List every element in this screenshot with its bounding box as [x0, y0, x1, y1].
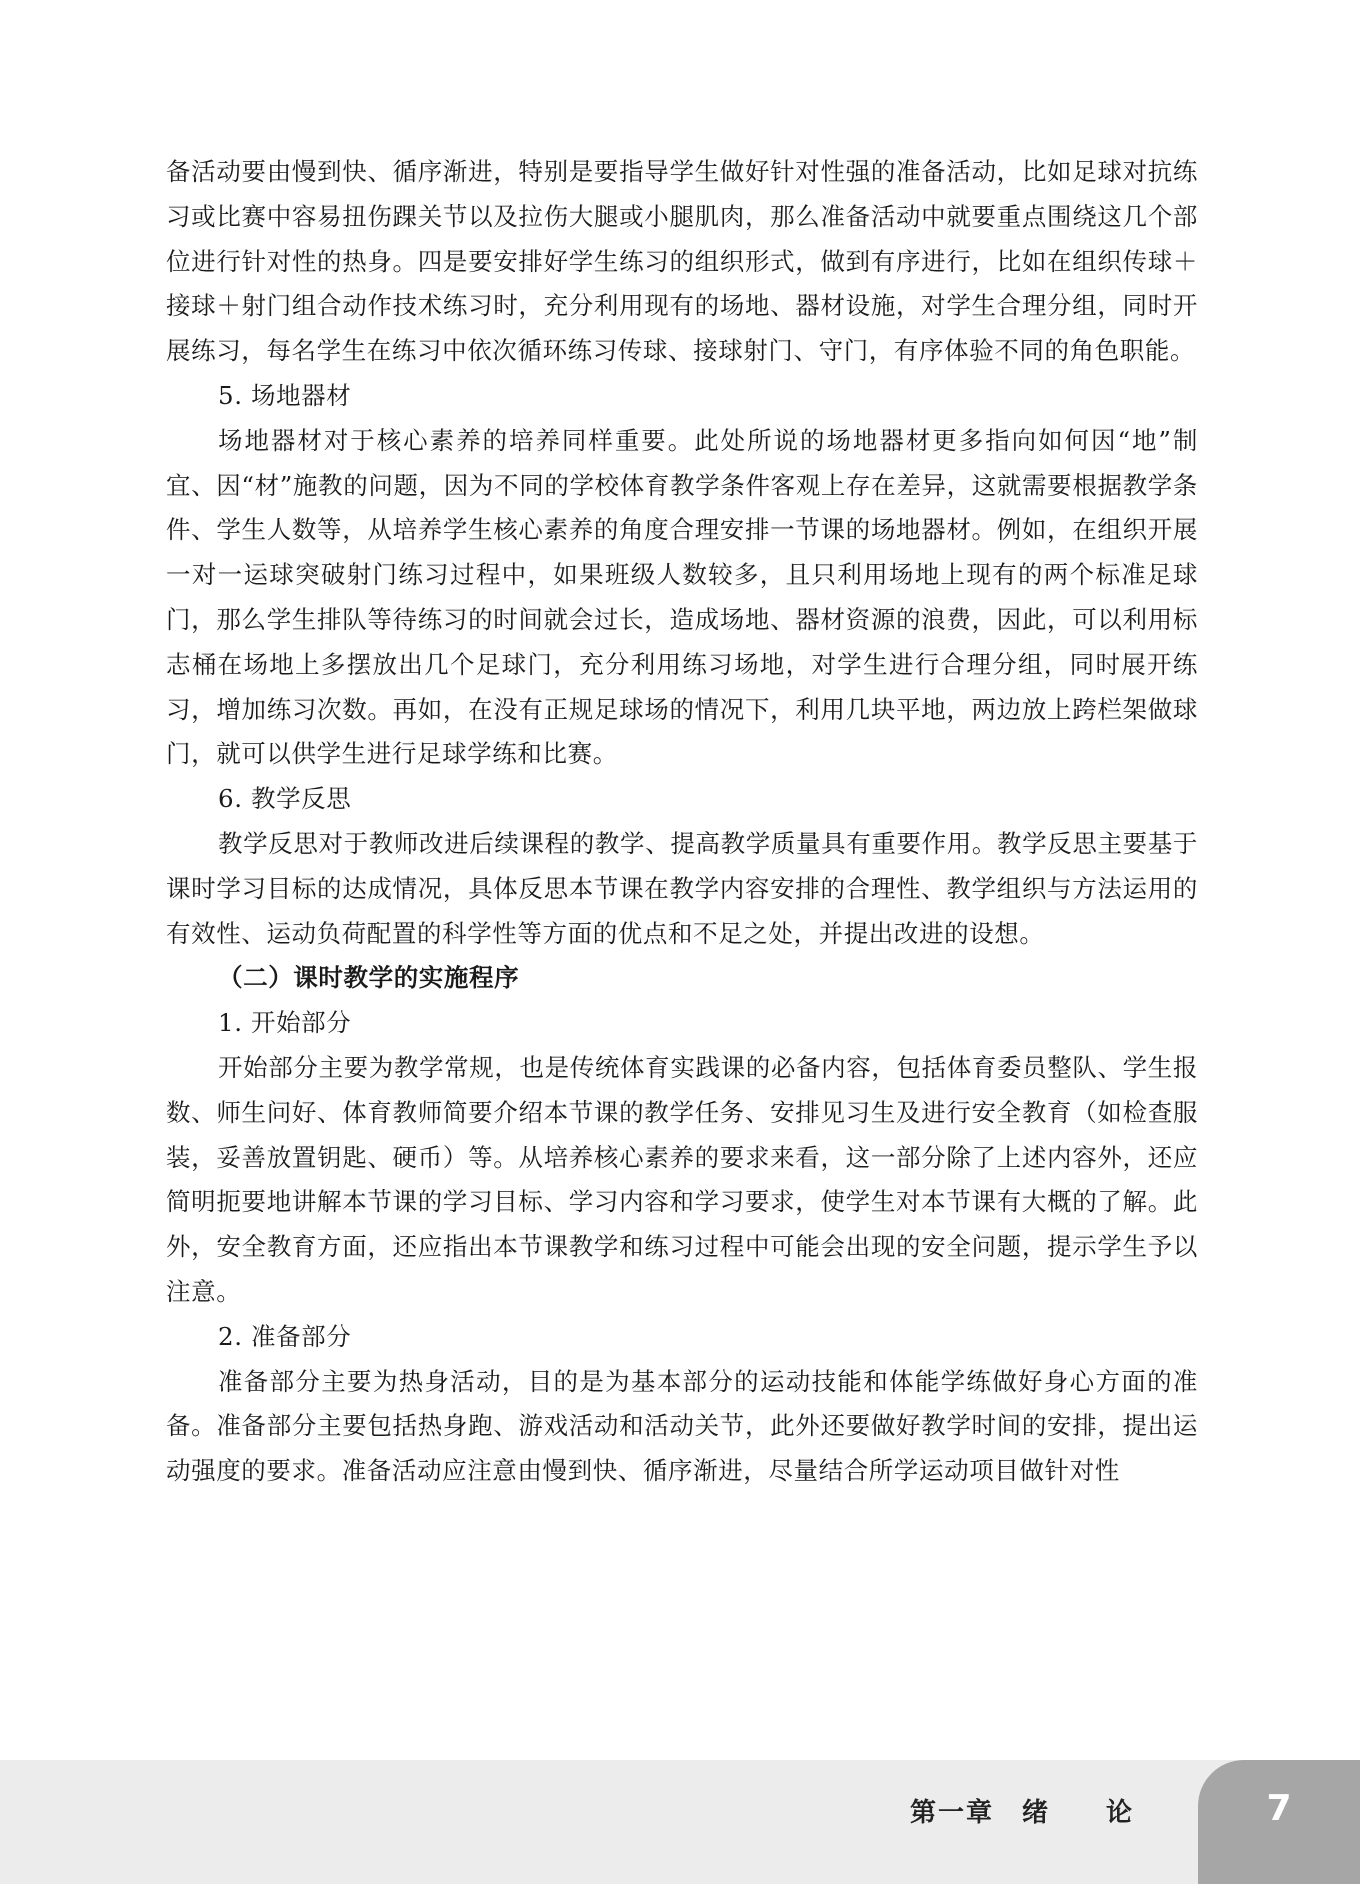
paragraph-teaching-reflection: 教学反思对于教师改进后续课程的教学、提高教学质量具有重要作用。教学反思主要基于课时学习目标的达成情况，具体反思本节课在教学内容安排的合理性、教学组织与方法运用的有效性、运动负荷配置的科学性等方面的优点和不足之处，并提出改进的设想。 — [166, 828, 1198, 948]
heading-teaching-reflection: 6. 教学反思 — [218, 784, 352, 814]
chapter-title: 第一章 绪 论 — [909, 1798, 1134, 1828]
paragraph-opening-part: 开始部分主要为教学常规，也是传统体育实践课的必备内容，包括体育委员整队、学生报数、师生问好、体育教师简要介绍本节课的教学任务、安排见习生及进行安全教育（如检查服装，妥善放置钥匙、硬币）等。从培养核心素养的要求来看，这一部分除了上述内容外，还应简明扼要地讲解本节课的学习目标、学习内容和学习要求，使学生对本节课有大概的了解。此外，安全教育方面，还应指出本节课教学和练习过程中可能会出现的安全问题，提示学生予以注意。 — [166, 1052, 1198, 1306]
section-heading-implementation: （二）课时教学的实施程序 — [218, 963, 520, 993]
paragraph-venue-equipment: 场地器材对于核心素养的培养同样重要。此处所说的场地器材更多指向如何因“地”制宜、因“材”施教的问题，因为不同的学校体育教学条件客观上存在差异，这就需要根据教学条件、学生人数等，从培养学生核心素养的角度合理安排一节课的场地器材。例如，在组织开展一对一运球突破射门练习过程中，如果班级人数较多，且只利用场地上现有的两个标准足球门，那么学生排队等待练习的时间就会过长，造成场地、器材资源的浪费，因此，可以利用标志桶在场地上多摆放出几个足球门，充分利用练习场地，对学生进行合理分组，同时展开练习，增加练习次数。再如，在没有正规足球场的情况下，利用几块平地，两边放上跨栏架做球门，就可以供学生进行足球学练和比赛。 — [166, 425, 1198, 769]
paragraph-preparation-part: 准备部分主要为热身活动，目的是为基本部分的运动技能和体能学练做好身心方面的准备。准备部分主要包括热身跑、游戏活动和活动关节，此外还要做好教学时间的安排，提出运动强度的要求。准备活动应注意由慢到快、循序渐进，尽量结合所学运动项目做针对性 — [166, 1366, 1198, 1486]
heading-preparation-part: 2. 准备部分 — [218, 1321, 352, 1351]
page-number: 7 — [1266, 1788, 1292, 1829]
footer-band — [0, 1760, 1360, 1884]
page-body — [166, 150, 1198, 1494]
heading-opening-part: 1. 开始部分 — [218, 1008, 352, 1038]
heading-venue-equipment: 5. 场地器材 — [218, 380, 352, 410]
paragraph-continued-warmup: 备活动要由慢到快、循序渐进，特别是要指导学生做好针对性强的准备活动，比如足球对抗练习或比赛中容易扭伤踝关节以及拉伤大腿或小腿肌肉，那么准备活动中就要重点围绕这几个部位进行针对性的热身。四是要安排好学生练习的组织形式，做到有序进行，比如在组织传球＋接球＋射门组合动作技术练习时，充分利用现有的场地、器材设施，对学生合理分组，同时开展练习，每名学生在练习中依次循环练习传球、接球射门、守门，有序体验不同的角色职能。 — [166, 157, 1198, 366]
page-number-tab — [1198, 1760, 1360, 1884]
